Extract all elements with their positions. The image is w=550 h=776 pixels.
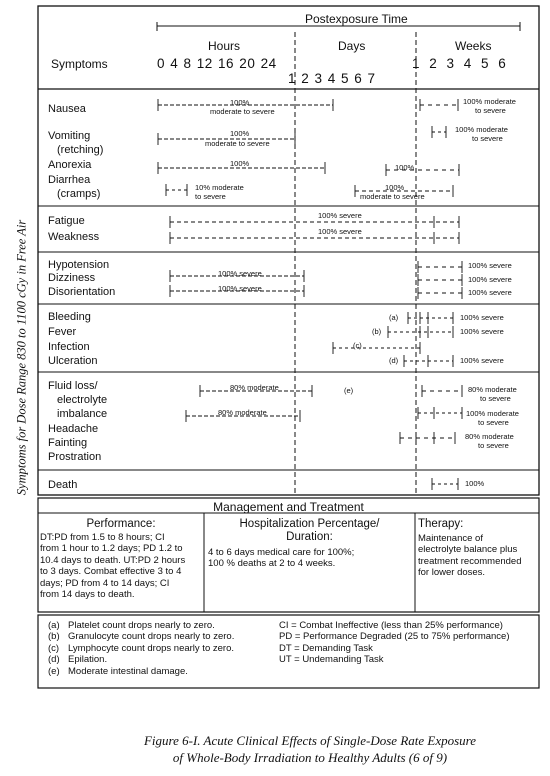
note-e-marker: (e) [344, 386, 354, 395]
symptom-death: Death [48, 479, 78, 491]
days-label: Days [338, 39, 366, 53]
figure-caption: Figure 6-I. Acute Clinical Effects of Single-Dose Rate Exposure of Whole-Body Irradiation to Healthy Adults (6 of 9) [143, 733, 477, 765]
symptom-disorientation: Disorientation [48, 286, 116, 298]
fluid-week: 80% moderate [468, 385, 517, 394]
symptom-fluid-loss: Fluid loss/ [48, 380, 98, 392]
vomit-mod: moderate to severe [205, 139, 270, 148]
symptom-vomiting: Vomiting [48, 130, 91, 142]
vomit-week: 100% moderate [455, 125, 508, 134]
side-title: Symptoms for Dose Range 830 to 1100 cGy in Free Air [14, 219, 29, 496]
week-ticks: 1 2 3 4 5 6 [412, 56, 507, 71]
note-d-marker: (d) [389, 356, 399, 365]
weeks-label: Weeks [455, 39, 492, 53]
nausea-100: 100% [230, 98, 250, 107]
symptom-infection: Infection [48, 341, 90, 353]
symptom-ulceration: Ulceration [48, 355, 98, 367]
symptom-bars [158, 99, 462, 490]
fluid-hour: 80% moderate [230, 383, 279, 392]
weakness-label: 100% severe [318, 227, 362, 236]
hosp-title: Hospitalization Percentage/ [239, 518, 380, 530]
faint-week: 80% moderate [465, 432, 514, 441]
hypo-hour: 100% severe [218, 269, 262, 278]
symptom-imbalance: imbalance [57, 408, 108, 420]
notes-left: (a) Platelet count drops nearly to zero. (b) Granulocyte count drops nearly to zero. (c) Lymphocyte count drops nearly to zero. (d) Epilation. (e) Moderate intestinal damage. [48, 620, 235, 677]
vomit-week2: to severe [472, 134, 503, 143]
fluid-week2: to severe [480, 394, 511, 403]
symptom-diarrhea: Diarrhea [48, 174, 91, 186]
management-title: Management and Treatment [213, 500, 364, 514]
day-ticks: 1 2 3 4 5 6 7 [288, 71, 376, 86]
symptom-nausea: Nausea [48, 103, 86, 115]
fever-week: 100% severe [460, 327, 504, 336]
symptoms-header: Symptoms [51, 57, 108, 71]
symptom-hypotension: Hypotension [48, 259, 110, 271]
hypo-week: 100% severe [468, 261, 512, 270]
symptom-prostration: Prostration [48, 451, 102, 463]
imb-week: 100% moderate [466, 409, 519, 418]
symptom-anorexia: Anorexia [48, 159, 92, 171]
note-c-marker: (c) [353, 341, 362, 350]
diz-hour: 100% severe [218, 284, 262, 293]
anorexia-day: 100% [395, 163, 415, 172]
symptom-fever: Fever [48, 326, 77, 338]
symptom-cramps: (cramps) [57, 188, 101, 200]
nausea-week2: to severe [475, 106, 506, 115]
symptom-retching: (retching) [57, 144, 104, 156]
diarrhea-hour2: to severe [195, 192, 226, 201]
symptom-dizziness: Dizziness [48, 272, 96, 284]
therapy-title: Therapy: [418, 518, 464, 530]
postexposure-label: Postexposure Time [305, 12, 408, 26]
therapy-text: Maintenance of electrolyte balance plus treatment recommended for lower doses. [418, 533, 522, 579]
diarrhea-day: 100% [385, 183, 405, 192]
symptom-electrolyte: electrolyte [57, 394, 108, 406]
hosp-title2: Duration: [286, 531, 333, 543]
diarrhea-day-mod: moderate to severe [360, 192, 425, 201]
faint-week2: to severe [478, 441, 509, 450]
symptom-headache: Headache [48, 423, 99, 435]
nausea-mod: moderate to severe [210, 107, 275, 116]
imb-week2: to severe [478, 418, 509, 427]
performance-title: Performance: [86, 518, 156, 530]
vomit-100: 100% [230, 129, 250, 138]
symptom-fatigue: Fatigue [48, 215, 85, 227]
note-a-marker: (a) [389, 313, 399, 322]
note-b-marker: (b) [372, 327, 382, 336]
hours-label: Hours [208, 39, 241, 53]
symptom-bleeding: Bleeding [48, 311, 91, 323]
symptom-fainting: Fainting [48, 437, 88, 449]
nausea-week: 100% moderate [463, 97, 516, 106]
performance-text: DT:PD from 1.5 to 8 hours; CI from 1 hour to 1.2 days; PD 1.2 to 10.4 days to death. UT:PD 2 hours to 3 days. Combat effective 3 to 4 days; PD from 4 to 14 days; CI from 14 days to death. [40, 532, 186, 600]
death-label: 100% [465, 479, 485, 488]
imb-hour: 80% moderate [218, 408, 267, 417]
hour-ticks: 0 4 8 12 16 20 24 [157, 56, 277, 71]
symptom-weakness: Weakness [48, 231, 100, 243]
disor-week: 100% severe [468, 288, 512, 297]
notes-right: CI = Combat Ineffective (less than 25% performance) PD = Performance Degraded (25 to 75% performance) DT = Demanding Task UT = Undemanding Task [279, 620, 510, 666]
diz-week: 100% severe [468, 275, 512, 284]
diarrhea-hour: 10% moderate [195, 183, 244, 192]
fatigue-label: 100% severe [318, 211, 362, 220]
hosp-text: 4 to 6 days medical care for 100%; 100 % deaths at 2 to 4 weeks. [208, 547, 355, 570]
ulcer-week: 100% severe [460, 356, 504, 365]
bleeding-week: 100% severe [460, 313, 504, 322]
anorexia-100: 100% [230, 159, 250, 168]
